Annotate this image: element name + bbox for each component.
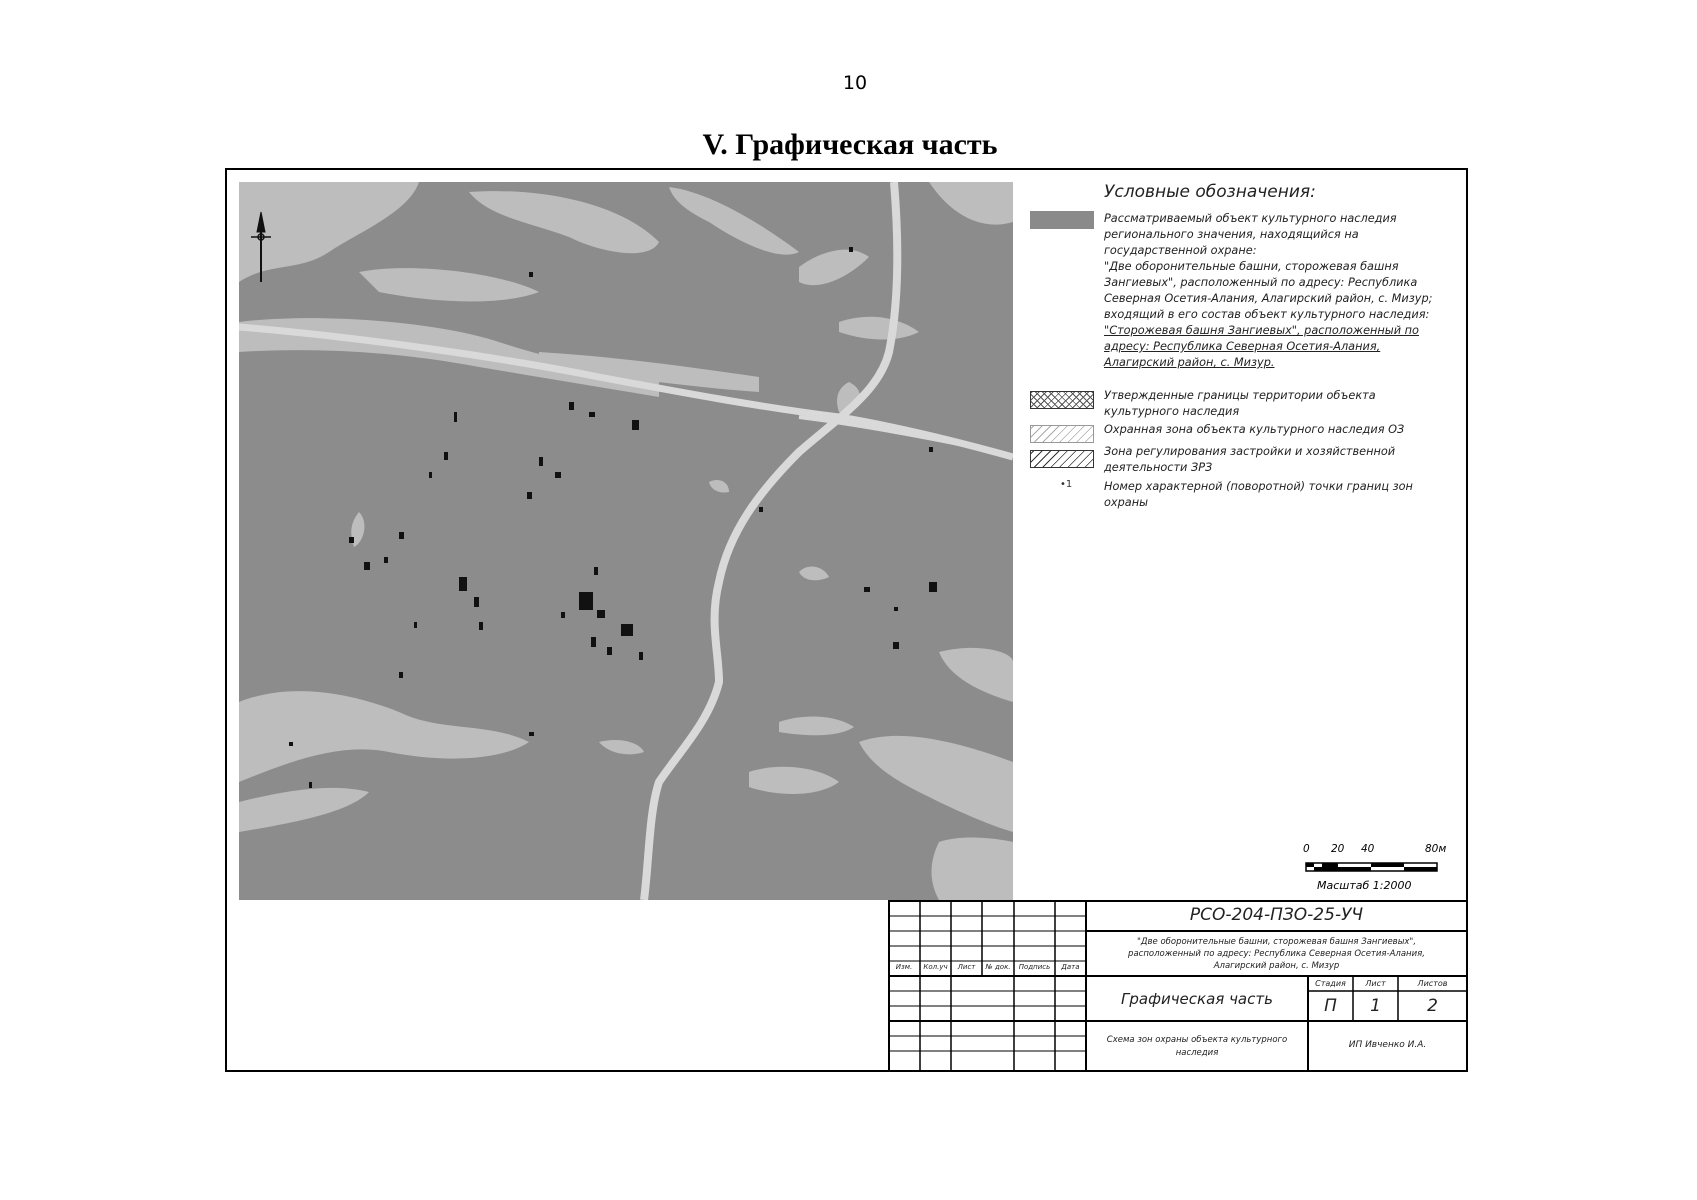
col-header: Изм. (895, 963, 913, 971)
legend-line: Северная Осетия-Алания, Алагирский район, с. Мизур; (1104, 292, 1433, 305)
legend-line: Утвержденные границы территории объекта (1104, 389, 1376, 402)
legend-line: входящий в его состав объект культурного наследия: (1104, 308, 1430, 321)
legend-swatch-dark-hatch (1030, 450, 1094, 468)
legend-line: Номер характерной (поворотной) точки границ зон (1104, 480, 1413, 493)
legend-line: Алагирский район, с. Мизур. (1104, 356, 1275, 369)
legend-line: государственной охране: (1104, 244, 1257, 257)
sheet-value: 1 (1370, 996, 1381, 1016)
legend-line: охраны (1104, 496, 1148, 509)
legend-line: деятельности ЗРЗ (1104, 461, 1213, 474)
legend-line: адресу: Республика Северная Осетия-Алания, (1104, 340, 1381, 353)
legend-swatch-light-hatch (1030, 425, 1094, 443)
stage-value: П (1324, 996, 1337, 1016)
legend-line: Охранная зона объекта культурного наследия ОЗ (1104, 423, 1405, 436)
scale-tick: 80м (1425, 843, 1447, 855)
section-name: Графическая часть (1121, 990, 1273, 1008)
legend-text-boundary-point (1104, 479, 1460, 511)
legend-line: "Сторожевая башня Зангиевых", расположенный по (1104, 324, 1419, 337)
map-image (239, 182, 1013, 900)
terrain-map (239, 182, 1013, 900)
drawing-line: наследия (1175, 1048, 1219, 1058)
scale-graphic (1305, 860, 1438, 874)
legend-text-heritage-object (1104, 211, 1460, 371)
col-header: Лист (957, 963, 976, 971)
legend-line: Рассматриваемый объект культурного наследия (1104, 212, 1397, 225)
col-header: № док. (985, 963, 1011, 971)
legend-point-marker: •1 (1060, 479, 1073, 490)
document-code: РСО-204-ПЗО-25-УЧ (1189, 905, 1364, 925)
legend-swatch-cross-hatch (1030, 391, 1094, 409)
legend-line: Зона регулирования застройки и хозяйственной (1104, 445, 1396, 458)
legend-text-territory-bounds (1104, 388, 1460, 420)
legend-title: Условные обозначения: (1104, 182, 1316, 202)
legend-swatch-solid (1030, 211, 1094, 229)
object-line: расположенный по адресу: Республика Северная Осетия-Алания, (1128, 949, 1425, 959)
legend-line: регионального значения, находящийся на (1104, 228, 1359, 241)
legend-line: "Две оборонительные башни, сторожевая башня (1104, 260, 1399, 273)
legend-text-protection-zone (1104, 422, 1460, 438)
sheets-value: 2 (1427, 996, 1438, 1016)
title-block (888, 900, 1468, 1072)
page-number: 10 (842, 72, 868, 94)
section-title: V. Графическая часть (702, 128, 998, 161)
legend-line: Зангиевых", расположенный по адресу: Республика (1104, 276, 1418, 289)
scale-bar (1305, 843, 1465, 893)
legend-text-regulation-zone (1104, 444, 1460, 476)
scale-tick: 0 (1303, 843, 1310, 855)
legend-line: культурного наследия (1104, 405, 1240, 418)
col-header: Кол.уч (923, 963, 948, 971)
drawing-line: Схема зон охраны объекта культурного (1106, 1035, 1288, 1045)
stage-label: Стадия (1315, 979, 1346, 988)
sheet-label: Лист (1365, 979, 1386, 988)
col-header: Подпись (1018, 963, 1051, 971)
scale-tick: 20 (1331, 843, 1345, 855)
sheets-label: Листов (1417, 979, 1448, 988)
object-line: "Две оборонительные башни, сторожевая башня Зангиевых", (1136, 937, 1417, 947)
col-header: Дата (1061, 963, 1080, 971)
author: ИП Ивченко И.А. (1348, 1040, 1427, 1050)
object-name (1086, 936, 1467, 972)
scale-caption: Масштаб 1:2000 (1317, 879, 1412, 892)
scale-tick: 40 (1361, 843, 1375, 855)
drawing-name (1086, 1034, 1308, 1060)
object-line: Алагирский район, с. Мизур (1213, 961, 1340, 971)
